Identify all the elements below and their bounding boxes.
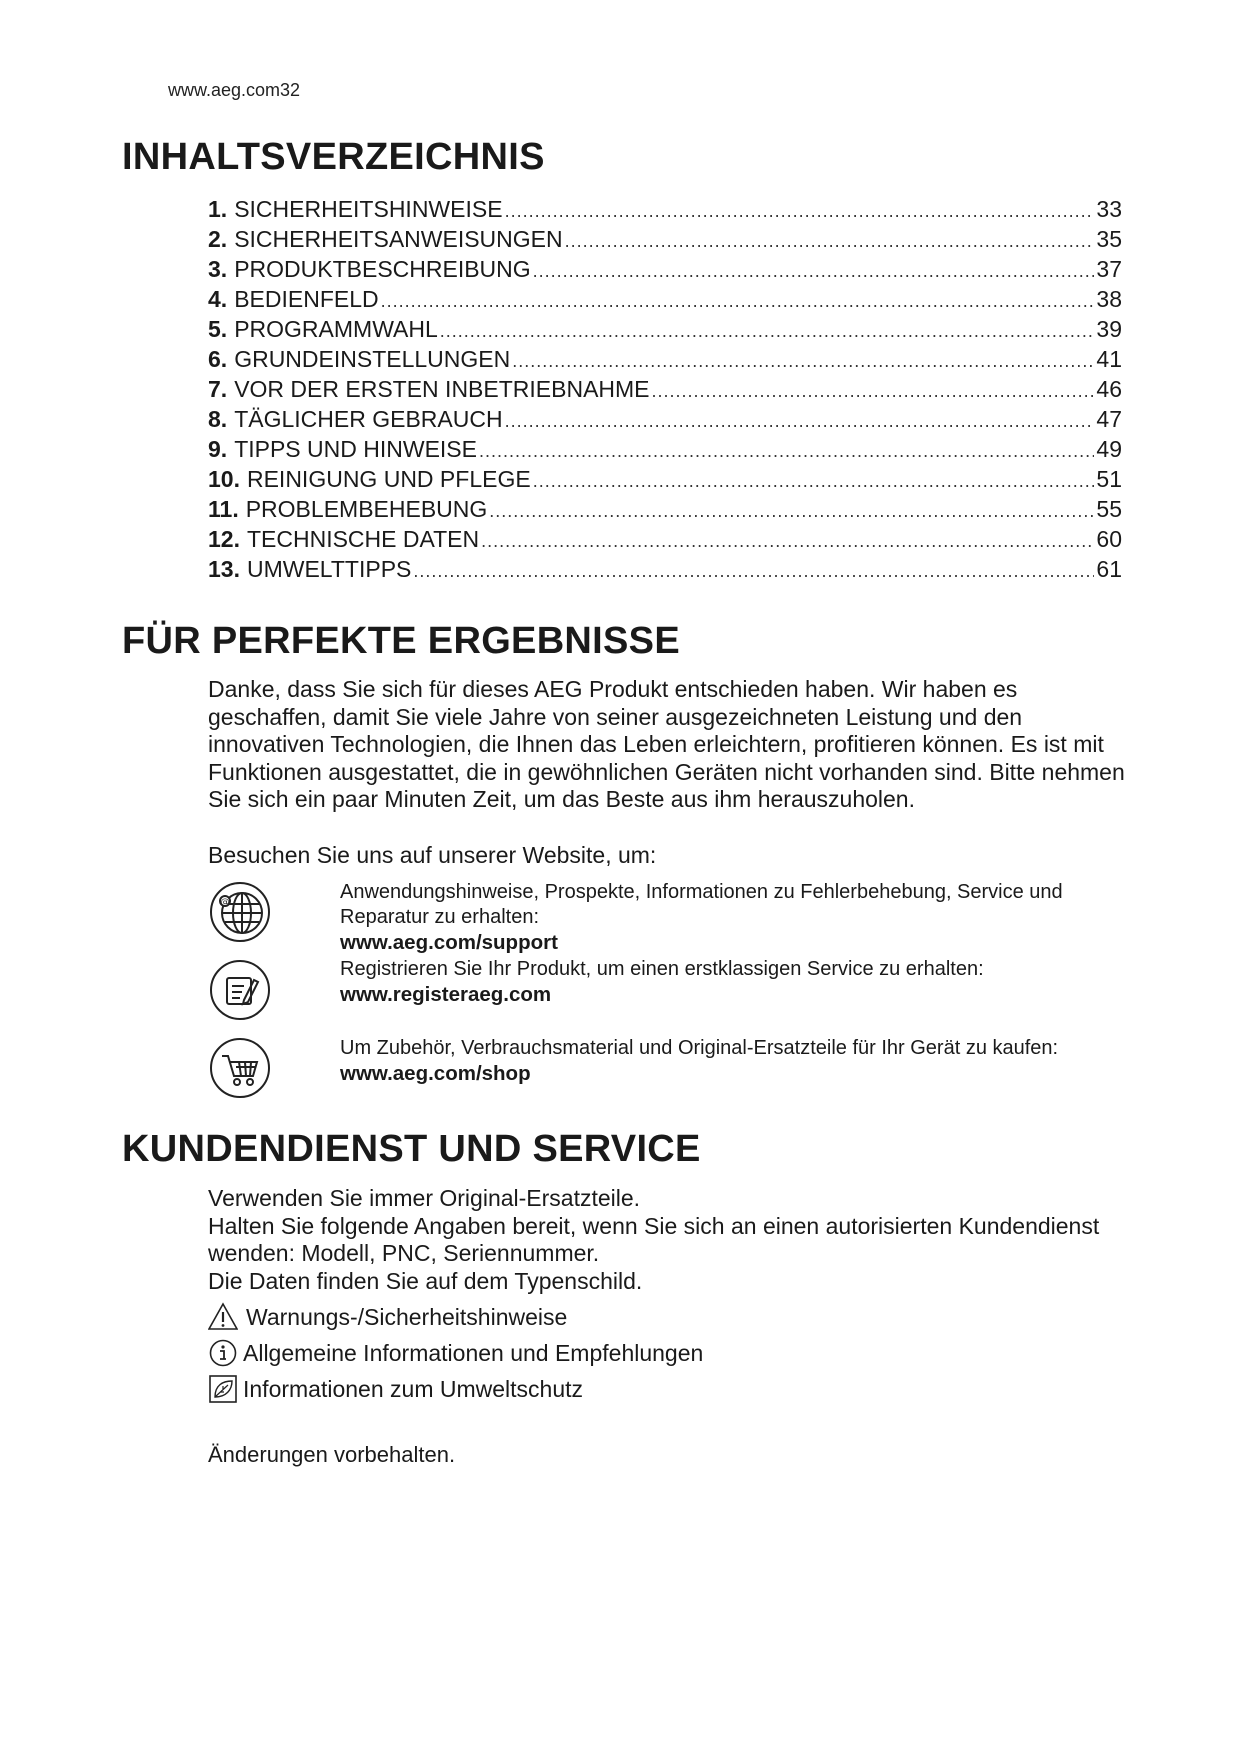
legend-warning-label: Warnungs-/Sicherheitshinweise <box>246 1303 568 1330</box>
register-url-link[interactable]: www.registeraeg.com <box>340 983 552 1006</box>
toc-item[interactable] <box>208 226 1122 256</box>
toc-item-number: 6. <box>208 346 228 372</box>
toc-item-page: 38 <box>1096 286 1122 312</box>
support-url-link[interactable]: www.aeg.com/support <box>340 931 558 954</box>
toc-item[interactable] <box>208 286 1122 316</box>
leaf-icon <box>208 1374 238 1404</box>
results-intro-paragraph: Danke, dass Sie sich für dieses AEG Produkt entschieden haben. Wir haben es geschaffen, damit Sie viele Jahre von seiner ausgezeichneten Leistung und den innovativen Technologien, die Ihnen das Leben erleichtern, profitieren können. Es ist mit Funktionen ausgestattet, die in gewöhnlichen Geräten nicht vorhanden sind. Bitte nehmen Sie sich ein paar Minuten Zeit, um das Beste aus ihm herauszuholen. <box>208 676 1125 812</box>
support-link-text-block <box>340 880 1120 955</box>
toc-leader-dots <box>381 291 1095 312</box>
toc-item-label: PROGRAMMWAHL <box>234 316 438 342</box>
toc-item[interactable] <box>208 556 1122 586</box>
legend-info <box>208 1338 1108 1368</box>
toc-item[interactable] <box>208 316 1122 346</box>
toc-item-number: 4. <box>208 286 228 312</box>
header-url: www.aeg.com32 <box>168 80 301 100</box>
toc-item-page: 37 <box>1096 256 1122 282</box>
service-text-block <box>208 1185 1128 1295</box>
toc-item-label: TECHNISCHE DATEN <box>246 526 480 552</box>
toc-item[interactable] <box>208 376 1122 406</box>
toc-leader-dots <box>565 231 1095 252</box>
toc-leader-dots <box>440 321 1095 342</box>
toc-item-number: 11. <box>208 496 239 522</box>
toc-item-page: 41 <box>1096 346 1122 372</box>
toc-item-number: 9. <box>208 436 228 462</box>
toc-item-number: 10. <box>208 466 240 492</box>
toc-item-label: VOR DER ERSTEN INBETRIEBNAHME <box>234 376 650 402</box>
service-line-type-plate: Die Daten finden Sie auf dem Typenschild. <box>208 1267 643 1294</box>
legend-environment <box>208 1374 1108 1404</box>
toc-leader-dots <box>505 201 1095 222</box>
service-line-contact-info: Halten Sie folgende Angaben bereit, wenn Sie sich an einen autorisierten Kundendienst wenden: Modell, PNC, Seriennummer. <box>208 1212 1100 1266</box>
register-note-icon <box>208 958 272 1022</box>
toc-item-number: 13. <box>208 556 240 582</box>
toc-item-label: TÄGLICHER GEBRAUCH <box>234 406 503 432</box>
shop-description: Um Zubehör, Verbrauchsmaterial und Original-Ersatzteile für Ihr Gerät zu kaufen: <box>340 1037 1059 1059</box>
toc-item-label: REINIGUNG UND PFLEGE <box>246 466 531 492</box>
toc-item-page: 49 <box>1096 436 1122 462</box>
toc-item-label: TIPPS UND HINWEISE <box>234 436 477 462</box>
toc-item-label: GRUNDEINSTELLUNGEN <box>234 346 511 372</box>
results-visit-line: Besuchen Sie uns auf unserer Website, um: <box>208 842 657 868</box>
toc-leader-dots <box>481 531 1094 552</box>
toc-leader-dots <box>512 351 1094 372</box>
toc-item-page: 61 <box>1096 556 1122 582</box>
shopping-cart-icon <box>208 1036 272 1100</box>
register-link-text-block <box>340 957 1120 1007</box>
toc-title: INHALTSVERZEICHNIS <box>122 136 545 178</box>
svg-text:@: @ <box>220 897 230 908</box>
support-description: Anwendungshinweise, Prospekte, Informationen zu Fehlerbehebung, Service und Reparatur zu erhalten: <box>340 881 1063 928</box>
toc-item-page: 33 <box>1096 196 1122 222</box>
toc-item-page: 51 <box>1096 466 1122 492</box>
toc-item-number: 8. <box>208 406 228 432</box>
toc-leader-dots <box>489 501 1094 522</box>
toc-item-page: 39 <box>1096 316 1122 342</box>
results-title: FÜR PERFEKTE ERGEBNISSE <box>122 620 680 662</box>
toc-item[interactable] <box>208 496 1122 526</box>
service-title: KUNDENDIENST UND SERVICE <box>122 1128 701 1170</box>
service-line-original-parts: Verwenden Sie immer Original-Ersatzteile. <box>208 1185 641 1211</box>
toc-item-label: SICHERHEITSHINWEISE <box>234 196 503 222</box>
toc-item-page: 60 <box>1096 526 1122 552</box>
legend-environment-label: Informationen zum Umweltschutz <box>243 1375 584 1402</box>
warning-triangle-icon <box>208 1302 238 1332</box>
legend-info-label: Allgemeine Informationen und Empfehlungen <box>243 1339 704 1366</box>
toc-item[interactable] <box>208 526 1122 556</box>
toc-leader-dots <box>533 261 1095 282</box>
toc-item[interactable] <box>208 466 1122 496</box>
toc-item-number: 3. <box>208 256 228 282</box>
toc-item-label: PROBLEMBEHEBUNG <box>245 496 488 522</box>
toc-item-label: UMWELTTIPPS <box>246 556 412 582</box>
toc-leader-dots <box>505 411 1095 432</box>
toc-leader-dots <box>479 441 1094 462</box>
toc-item-number: 7. <box>208 376 228 402</box>
toc-item-number: 1. <box>208 196 228 222</box>
toc-item[interactable] <box>208 406 1122 436</box>
toc-leader-dots <box>652 381 1095 402</box>
toc-item-page: 47 <box>1096 406 1122 432</box>
toc-item[interactable] <box>208 196 1122 226</box>
toc-item[interactable] <box>208 436 1122 466</box>
toc-item-page: 35 <box>1096 226 1122 252</box>
toc-item-number: 12. <box>208 526 240 552</box>
info-icon <box>208 1338 238 1368</box>
footer-note: Änderungen vorbehalten. <box>208 1442 456 1467</box>
toc-item-number: 2. <box>208 226 228 252</box>
toc-item[interactable] <box>208 256 1122 286</box>
toc-leader-dots <box>413 561 1094 582</box>
toc-leader-dots <box>533 471 1095 492</box>
globe-icon <box>208 880 272 944</box>
toc-item-number: 5. <box>208 316 228 342</box>
toc-item-page: 46 <box>1096 376 1122 402</box>
toc-item-label: SICHERHEITSANWEISUNGEN <box>234 226 563 252</box>
toc-item-label: BEDIENFELD <box>234 286 379 312</box>
register-description: Registrieren Sie Ihr Produkt, um einen erstklassigen Service zu erhalten: <box>340 958 984 980</box>
toc-item-page: 55 <box>1096 496 1122 522</box>
shop-url-link[interactable]: www.aeg.com/shop <box>340 1062 531 1085</box>
toc-item-label: PRODUKTBESCHREIBUNG <box>234 256 531 282</box>
table-of-contents <box>208 196 1122 586</box>
shop-link-text-block <box>340 1036 1120 1086</box>
legend-warning <box>208 1302 1108 1332</box>
toc-item[interactable] <box>208 346 1122 376</box>
